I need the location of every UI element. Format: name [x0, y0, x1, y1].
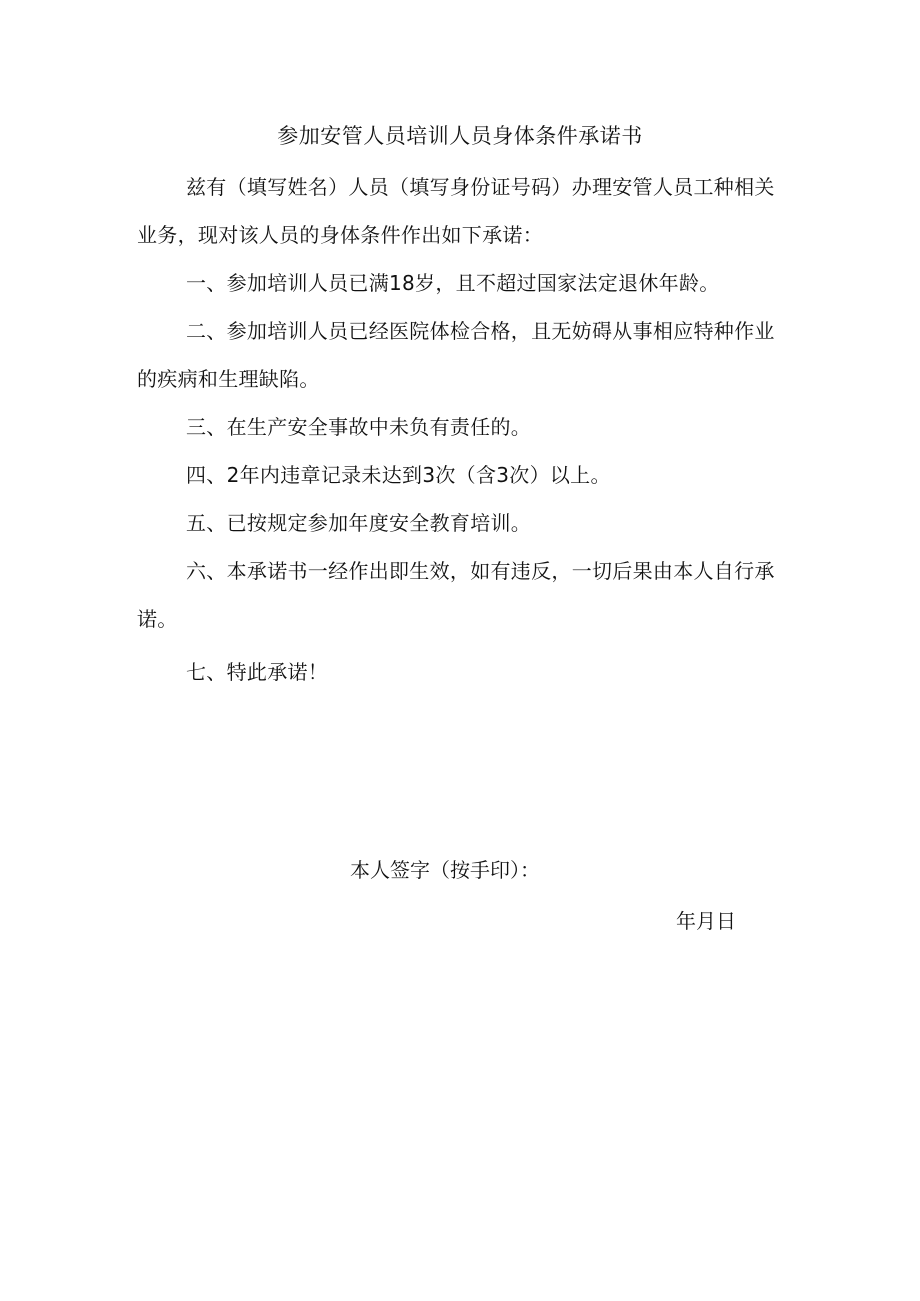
date-label: 年月日	[676, 909, 736, 933]
clause-6: 六、本承诺书一经作出即生效，如有违反，一切后果由本人自行承诺。	[137, 559, 775, 631]
clause-3: 三、在生产安全事故中未负有责任的。	[186, 415, 532, 439]
clause-4: 四、2年内违章记录未达到3次（含3次）以上。	[186, 463, 611, 487]
clause-5: 五、已按规定参加年度安全教育培训。	[186, 511, 532, 535]
clause-7: 七、特此承诺！	[186, 660, 329, 684]
intro-paragraph: 兹有（填写姓名）人员（填写身份证号码）办理安管人员工种相关业务，现对该人员的身体条件作出如下承诺：	[137, 175, 775, 247]
signature-label: 本人签字（按手印）：	[350, 858, 540, 882]
document-title: 参加安管人员培训人员身体条件承诺书	[277, 124, 643, 148]
clause-2: 二、参加培训人员已经医院体检合格，且无妨碍从事相应特种作业的疾病和生理缺陷。	[137, 319, 775, 391]
clause-1: 一、参加培训人员已满18岁，且不超过国家法定退休年龄。	[186, 271, 720, 295]
